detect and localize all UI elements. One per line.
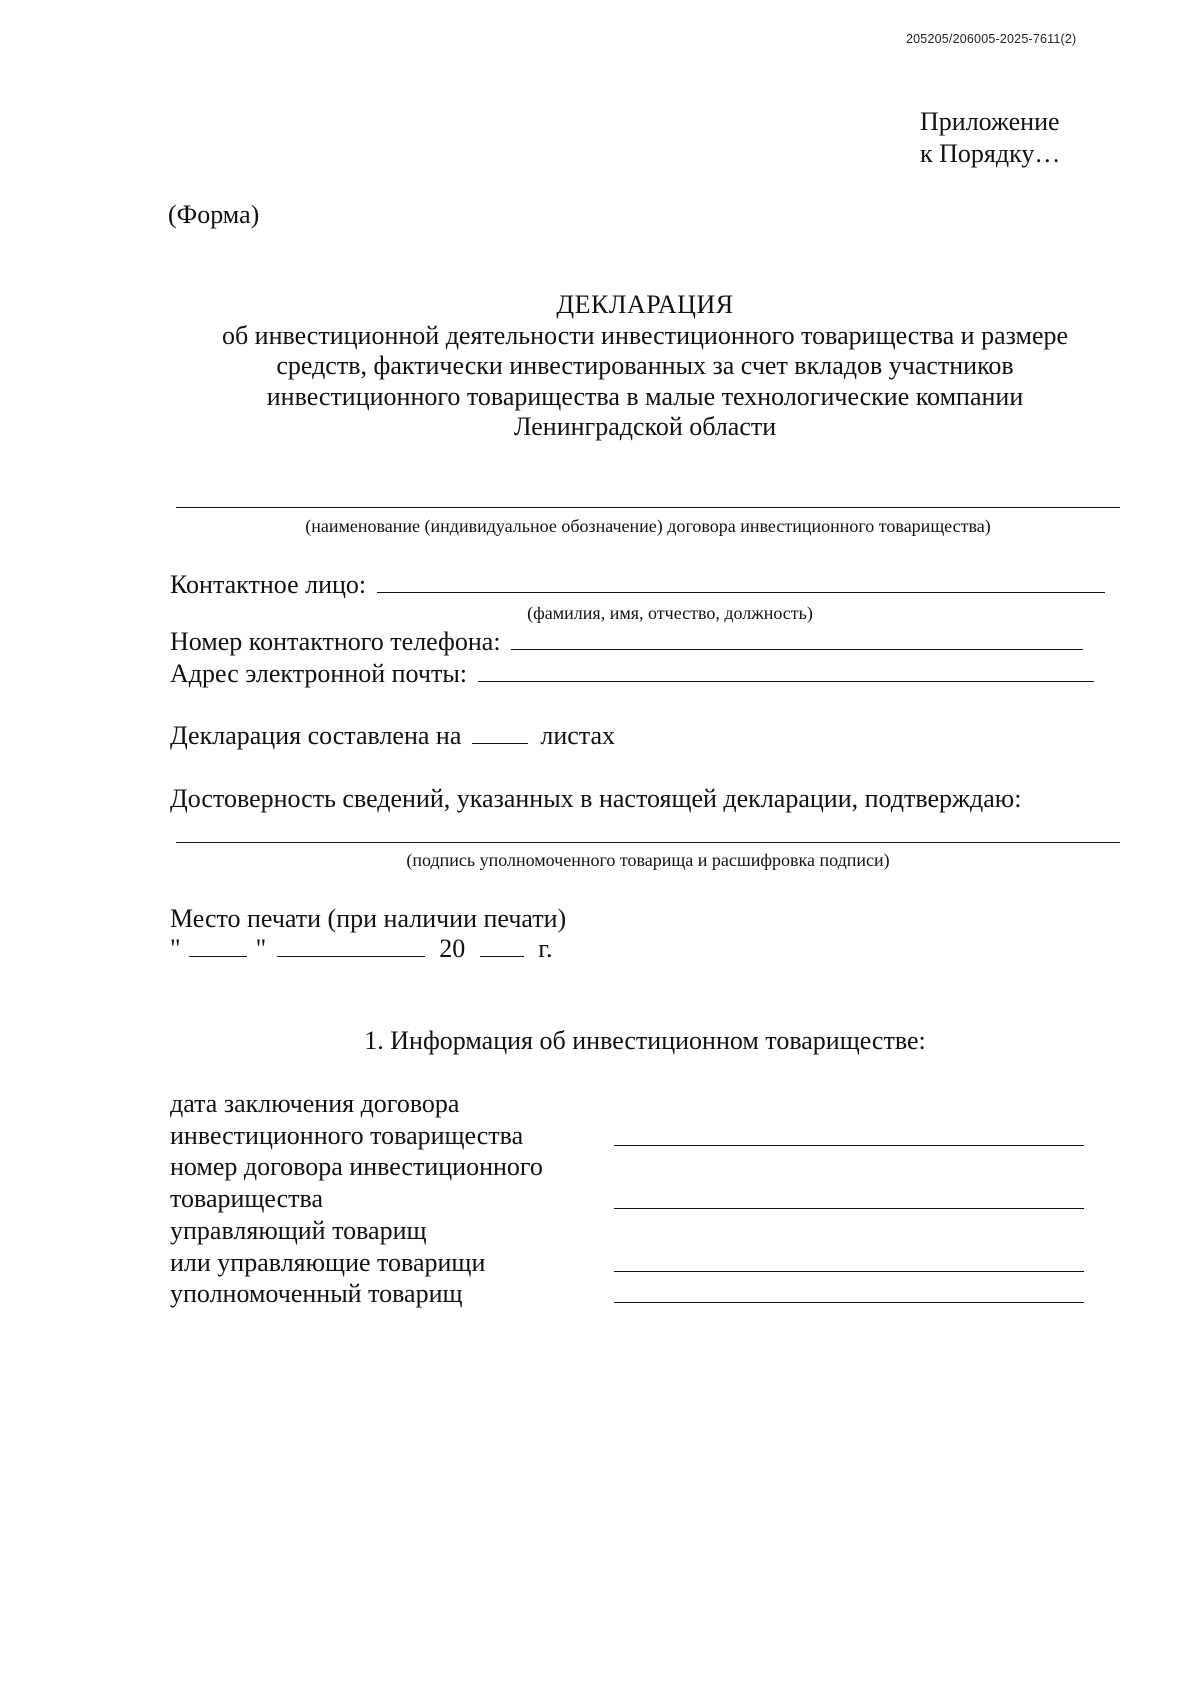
- date-year-field[interactable]: [480, 956, 524, 957]
- sheets-suffix: листах: [540, 721, 616, 750]
- title-line-4: Ленинградской области: [513, 412, 777, 441]
- date-year-prefix: 20: [439, 934, 466, 963]
- contract-date-field[interactable]: [614, 1145, 1084, 1146]
- section-1-title: 1. Информация об инвестиционном товариществе:: [364, 1026, 926, 1055]
- contract-name-caption: (наименование (индивидуальное обозначение) договора инвестиционного товарищества): [305, 516, 991, 536]
- info-label-line: инвестиционного товарищества: [170, 1120, 524, 1150]
- signature-field[interactable]: [176, 842, 1120, 843]
- title-line-1: об инвестиционной деятельности инвестиционного товарищества и размере: [221, 320, 1069, 350]
- sheets-row: [170, 721, 615, 751]
- appendix-reference: [920, 106, 1060, 170]
- phone-label: Номер контактного телефона:: [170, 627, 501, 656]
- email-row: [170, 659, 1094, 689]
- phone-field[interactable]: [511, 649, 1083, 650]
- declaration-heading: ДЕКЛАРАЦИЯ: [556, 290, 734, 319]
- info-label-line: товарищества: [170, 1184, 323, 1214]
- title-line-3: инвестиционного товарищества в малые технологические компании: [266, 381, 1024, 411]
- email-field[interactable]: [478, 681, 1094, 682]
- confirmation-text: Достоверность сведений, указанных в настоящей декларации, подтверждаю:: [170, 784, 1022, 813]
- date-row: [170, 934, 552, 964]
- date-quote-open: ": [170, 934, 181, 963]
- contact-person-row: [170, 570, 1105, 600]
- date-year-suffix: г.: [538, 934, 553, 963]
- appendix-line-1: Приложение: [920, 107, 1060, 136]
- date-day-field[interactable]: [189, 956, 247, 957]
- info-label-line: уполномоченный товарищ: [170, 1279, 463, 1309]
- document-id: 205205/206005-2025-7611(2): [906, 32, 1077, 46]
- title-line-2: средств, фактически инвестированных за счет вкладов участников: [276, 351, 1014, 380]
- signature-caption: (подпись уполномоченного товарища и расшифровка подписи): [406, 850, 890, 870]
- form-label: (Форма): [168, 200, 260, 229]
- email-label: Адрес электронной почты:: [170, 659, 468, 688]
- date-quote-close: ": [255, 934, 267, 963]
- appendix-line-2: к Порядку…: [920, 139, 1061, 168]
- authorized-partner-field[interactable]: [614, 1302, 1084, 1303]
- info-label-line: номер договора инвестиционного: [170, 1152, 543, 1182]
- stamp-place-label: Место печати (при наличии печати): [170, 904, 567, 933]
- managing-partner-field[interactable]: [614, 1271, 1084, 1272]
- sheets-prefix: Декларация составлена на: [170, 721, 462, 750]
- declaration-title: [170, 290, 1120, 443]
- info-label-line: или управляющие товарищи: [170, 1247, 486, 1277]
- phone-row: [170, 627, 1083, 657]
- info-label-line: управляющий товарищ: [170, 1215, 427, 1245]
- contact-person-label: Контактное лицо:: [170, 570, 367, 599]
- date-month-field[interactable]: [277, 956, 425, 957]
- sheets-count-field[interactable]: [472, 743, 528, 744]
- contact-person-field[interactable]: [377, 592, 1105, 593]
- contract-name-field[interactable]: [176, 507, 1120, 508]
- contact-person-caption: (фамилия, имя, отчество, должность): [527, 603, 813, 623]
- section-1-labels: [170, 1088, 610, 1310]
- info-label-line: дата заключения договора: [170, 1089, 460, 1118]
- contract-number-field[interactable]: [614, 1208, 1084, 1209]
